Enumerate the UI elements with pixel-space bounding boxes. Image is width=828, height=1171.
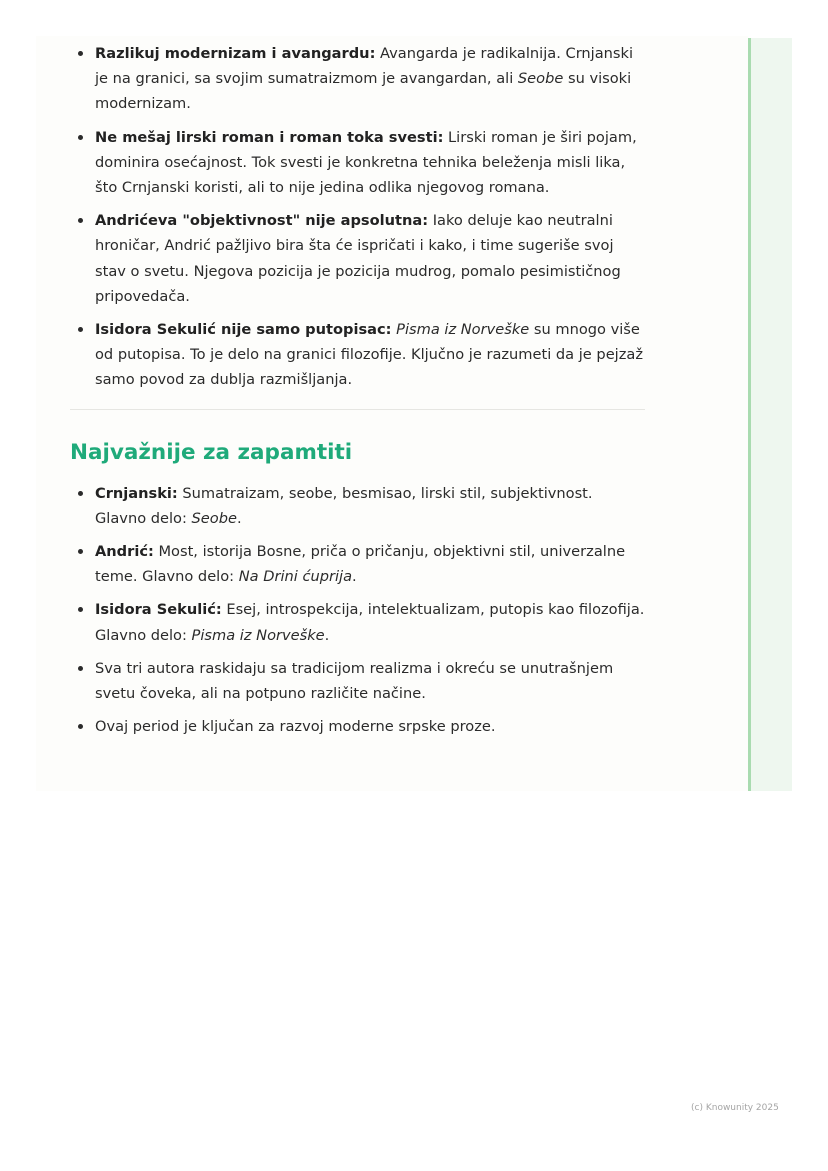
- pitfall-item: [70, 41, 645, 117]
- work-title: Seobe: [517, 70, 564, 88]
- summary-item-text: Sva tri autora raskidaju sa tradicijom realizma i okreću se unutrašnjem svetu čoveka, ali na potpuno različite načine.: [95, 659, 614, 703]
- summary-item-text: Most, istorija Bosne, priča o pričanju, objektivni stil, univerzalne teme. Glavno delo:: [95, 543, 626, 586]
- side-accent-panel: [748, 38, 792, 791]
- summary-item-text: Sumatraizam, seobe, besmisao, lirski stil, subjektivnost. Glavno delo:: [95, 484, 593, 527]
- pitfall-item: [70, 208, 645, 309]
- document-body: [70, 41, 645, 739]
- summary-item-lead: Isidora Sekulić:: [95, 601, 222, 619]
- pitfall-item-text: su mnogo više od putopisa. To je delo na granici filozofije. Ključno je razumeti da je pejzaž samo povod za dublja razmišljanja.: [95, 321, 643, 389]
- summary-item: [70, 597, 645, 647]
- work-title: Pisma iz Norveške: [191, 626, 325, 644]
- pitfall-item-text: Lirski roman je širi pojam, dominira osećajnost. Tok svesti je konkretna tehnika beleženja misli lika, što Crnjanski koristi, ali to nije jedina odlika njegovog romana.: [95, 128, 637, 197]
- summary-list: [70, 481, 645, 740]
- pitfall-item-text: Avangarda je radikalnija. Crnjanski je na granici, sa svojim sumatraizmom je avangardan, ali: [95, 45, 634, 88]
- pitfall-item-text: su visoki modernizam.: [95, 70, 632, 113]
- summary-item-text: .: [352, 568, 357, 586]
- pitfall-item-lead: Isidora Sekulić nije samo putopisac:: [95, 321, 392, 339]
- summary-item-lead: Crnjanski:: [95, 484, 178, 502]
- summary-heading: Najvažnije za zapamtiti: [70, 439, 353, 465]
- summary-item-lead: Andrić:: [95, 543, 154, 561]
- work-title: Seobe: [191, 509, 237, 527]
- summary-item: [70, 481, 645, 531]
- section-divider: [70, 409, 645, 410]
- pitfalls-list: [70, 41, 645, 393]
- pitfall-item-lead: Ne mešaj lirski roman i roman toka svesti:: [95, 128, 444, 146]
- summary-item-text: .: [324, 626, 330, 644]
- pitfall-item: [70, 317, 645, 393]
- summary-item: [70, 656, 645, 706]
- summary-item-text: Esej, introspekcija, intelektualizam, putopis kao filozofija. Glavno delo:: [95, 601, 645, 644]
- pitfall-item-lead: Andrićeva "objektivnost" nije apsolutna:: [95, 212, 429, 230]
- summary-item: [70, 539, 645, 589]
- pitfall-item-lead: Razlikuj modernizam i avangardu:: [95, 45, 376, 62]
- summary-item: [70, 714, 645, 739]
- pitfall-item-text: Iako deluje kao neutralni hroničar, Andrić pažljivo bira šta će ispričati i kako, i time sugeriše svoj stav o svetu. Njegova pozicija je pozicija mudrog, pomalo pesimističnog pripovedača.: [95, 212, 621, 305]
- pitfall-item: [70, 125, 645, 201]
- work-title: Na Drini ćuprija: [238, 568, 353, 586]
- work-title: Pisma iz Norveške: [396, 321, 530, 339]
- copyright-footer: (c) Knowunity 2025: [691, 1103, 779, 1113]
- summary-item-text: Ovaj period je ključan za razvoj moderne srpske proze.: [95, 718, 496, 736]
- summary-item-text: .: [236, 509, 242, 527]
